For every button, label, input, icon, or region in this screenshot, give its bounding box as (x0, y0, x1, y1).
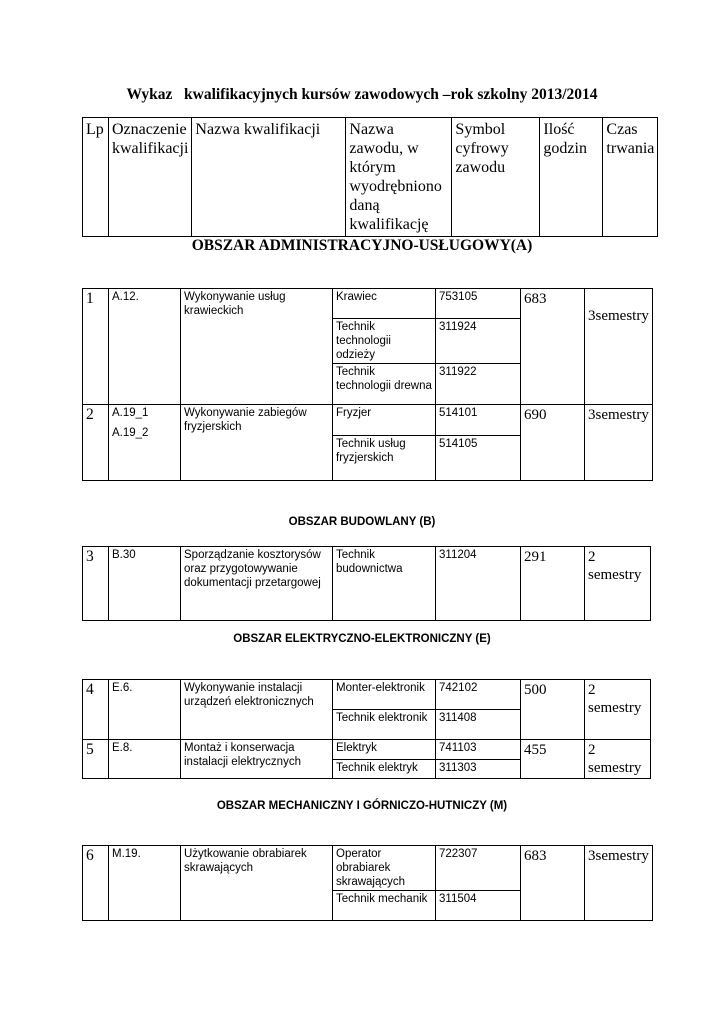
row-code: B.30 (109, 547, 181, 621)
section-heading-m: OBSZAR MECHANICZNY I GÓRNICZO-HUTNICZY (M) (216, 800, 508, 812)
document-title: Wykaz kwalifikacyjnych kursów zawodowych –rok szkolny 2013/2014 (126, 86, 598, 103)
row-code: A.19_1 (112, 407, 149, 419)
row-profession: Monter-elektronik (333, 680, 436, 710)
row-duration: 2 semestry (585, 680, 651, 740)
row-lp: 1 (83, 289, 109, 405)
table-row (83, 547, 651, 621)
row-hours: 291 (521, 547, 585, 621)
row-code: A.12. (109, 289, 181, 405)
row-lp: 3 (83, 547, 109, 621)
row-symbol: 514105 (436, 436, 521, 481)
table-section-m (82, 845, 653, 921)
row-code: M.19. (109, 846, 181, 921)
row-qualification: Sporządzanie kosztorysów oraz przygotowywanie dokumentacji przetargowej (181, 547, 333, 621)
row-lp: 4 (83, 680, 109, 740)
row-code: E.8. (109, 740, 181, 779)
row-qualification: Użytkowanie obrabiarek skrawających (181, 846, 333, 921)
header-ilosc: Ilość godzin (540, 118, 603, 237)
row-profession: Elektryk (333, 740, 436, 760)
row-symbol: 514101 (436, 405, 521, 436)
row-symbol: 742102 (436, 680, 521, 710)
row-lp: 2 (83, 405, 109, 481)
row-symbol: 753105 (436, 289, 521, 319)
section-heading-e: OBSZAR ELEKTRYCZNO-ELEKTRONICZNY (E) (233, 633, 491, 645)
row-profession: Technik usług fryzjerskich (333, 436, 436, 481)
table-row (83, 289, 653, 319)
row-code-secondary: A.19_2 (112, 427, 149, 439)
row-code: E.6. (109, 680, 181, 740)
row-profession: Krawiec (333, 289, 436, 319)
row-duration: 3semestry (585, 846, 653, 921)
header-nazwa-zawodu: Nazwa zawodu, w którym wyodrębniono daną kwalifikację (346, 118, 452, 237)
row-profession: Technik technologii odzieży (333, 319, 436, 364)
section-heading-a: OBSZAR ADMINISTRACYJNO-USŁUGOWY(A) (191, 237, 533, 254)
row-duration: 2 semestry (585, 740, 651, 779)
row-qualification: Wykonywanie zabiegów fryzjerskich (181, 405, 333, 481)
row-symbol: 311504 (436, 891, 521, 921)
row-profession: Technik technologii drewna (333, 364, 436, 405)
row-symbol: 311922 (436, 364, 521, 405)
row-symbol: 311204 (436, 547, 521, 621)
row-hours: 500 (521, 680, 585, 740)
row-profession: Technik elektronik (333, 710, 436, 740)
row-profession: Technik elektryk (333, 759, 436, 779)
row-duration: 3semestry (585, 405, 653, 481)
row-symbol: 722307 (436, 846, 521, 891)
row-symbol: 311924 (436, 319, 521, 364)
header-lp: Lp (83, 118, 109, 237)
section-heading-b: OBSZAR BUDOWLANY (B) (288, 516, 436, 528)
row-hours: 690 (521, 405, 585, 481)
row-qualification: Wykonywanie usług krawieckich (181, 289, 333, 405)
header-table (82, 117, 658, 237)
row-profession: Operator obrabiarek skrawających (333, 846, 436, 891)
header-nazwa-kwalifikacji: Nazwa kwalifikacji (192, 118, 346, 237)
table-section-a (82, 288, 653, 481)
row-profession: Technik mechanik (333, 891, 436, 921)
row-lp: 5 (83, 740, 109, 779)
table-row (83, 405, 653, 436)
row-qualification: Montaż i konserwacja instalacji elektrycznych (181, 740, 333, 779)
row-duration: 2 semestry (585, 547, 651, 621)
table-row (83, 846, 653, 891)
header-symbol: Symbol cyfrowy zawodu (452, 118, 540, 237)
row-hours: 455 (521, 740, 585, 779)
table-section-b (82, 546, 651, 621)
row-hours: 683 (521, 289, 585, 405)
header-row (83, 118, 658, 237)
table-row (83, 680, 651, 710)
row-duration: 3semestry (585, 289, 653, 405)
header-oznaczenie: Oznaczenie kwalifikacji (109, 118, 192, 237)
table-section-e (82, 679, 651, 779)
row-symbol: 741103 (436, 740, 521, 760)
row-symbol: 311408 (436, 710, 521, 740)
header-czas: Czas trwania (603, 118, 658, 237)
row-hours: 683 (521, 846, 585, 921)
row-lp: 6 (83, 846, 109, 921)
row-profession: Technik budownictwa (333, 547, 436, 621)
row-code-cell (109, 405, 181, 481)
row-profession: Fryzjer (333, 405, 436, 436)
row-qualification: Wykonywanie instalacji urządzeń elektronicznych (181, 680, 333, 740)
row-symbol: 311303 (436, 759, 521, 779)
table-row (83, 740, 651, 760)
